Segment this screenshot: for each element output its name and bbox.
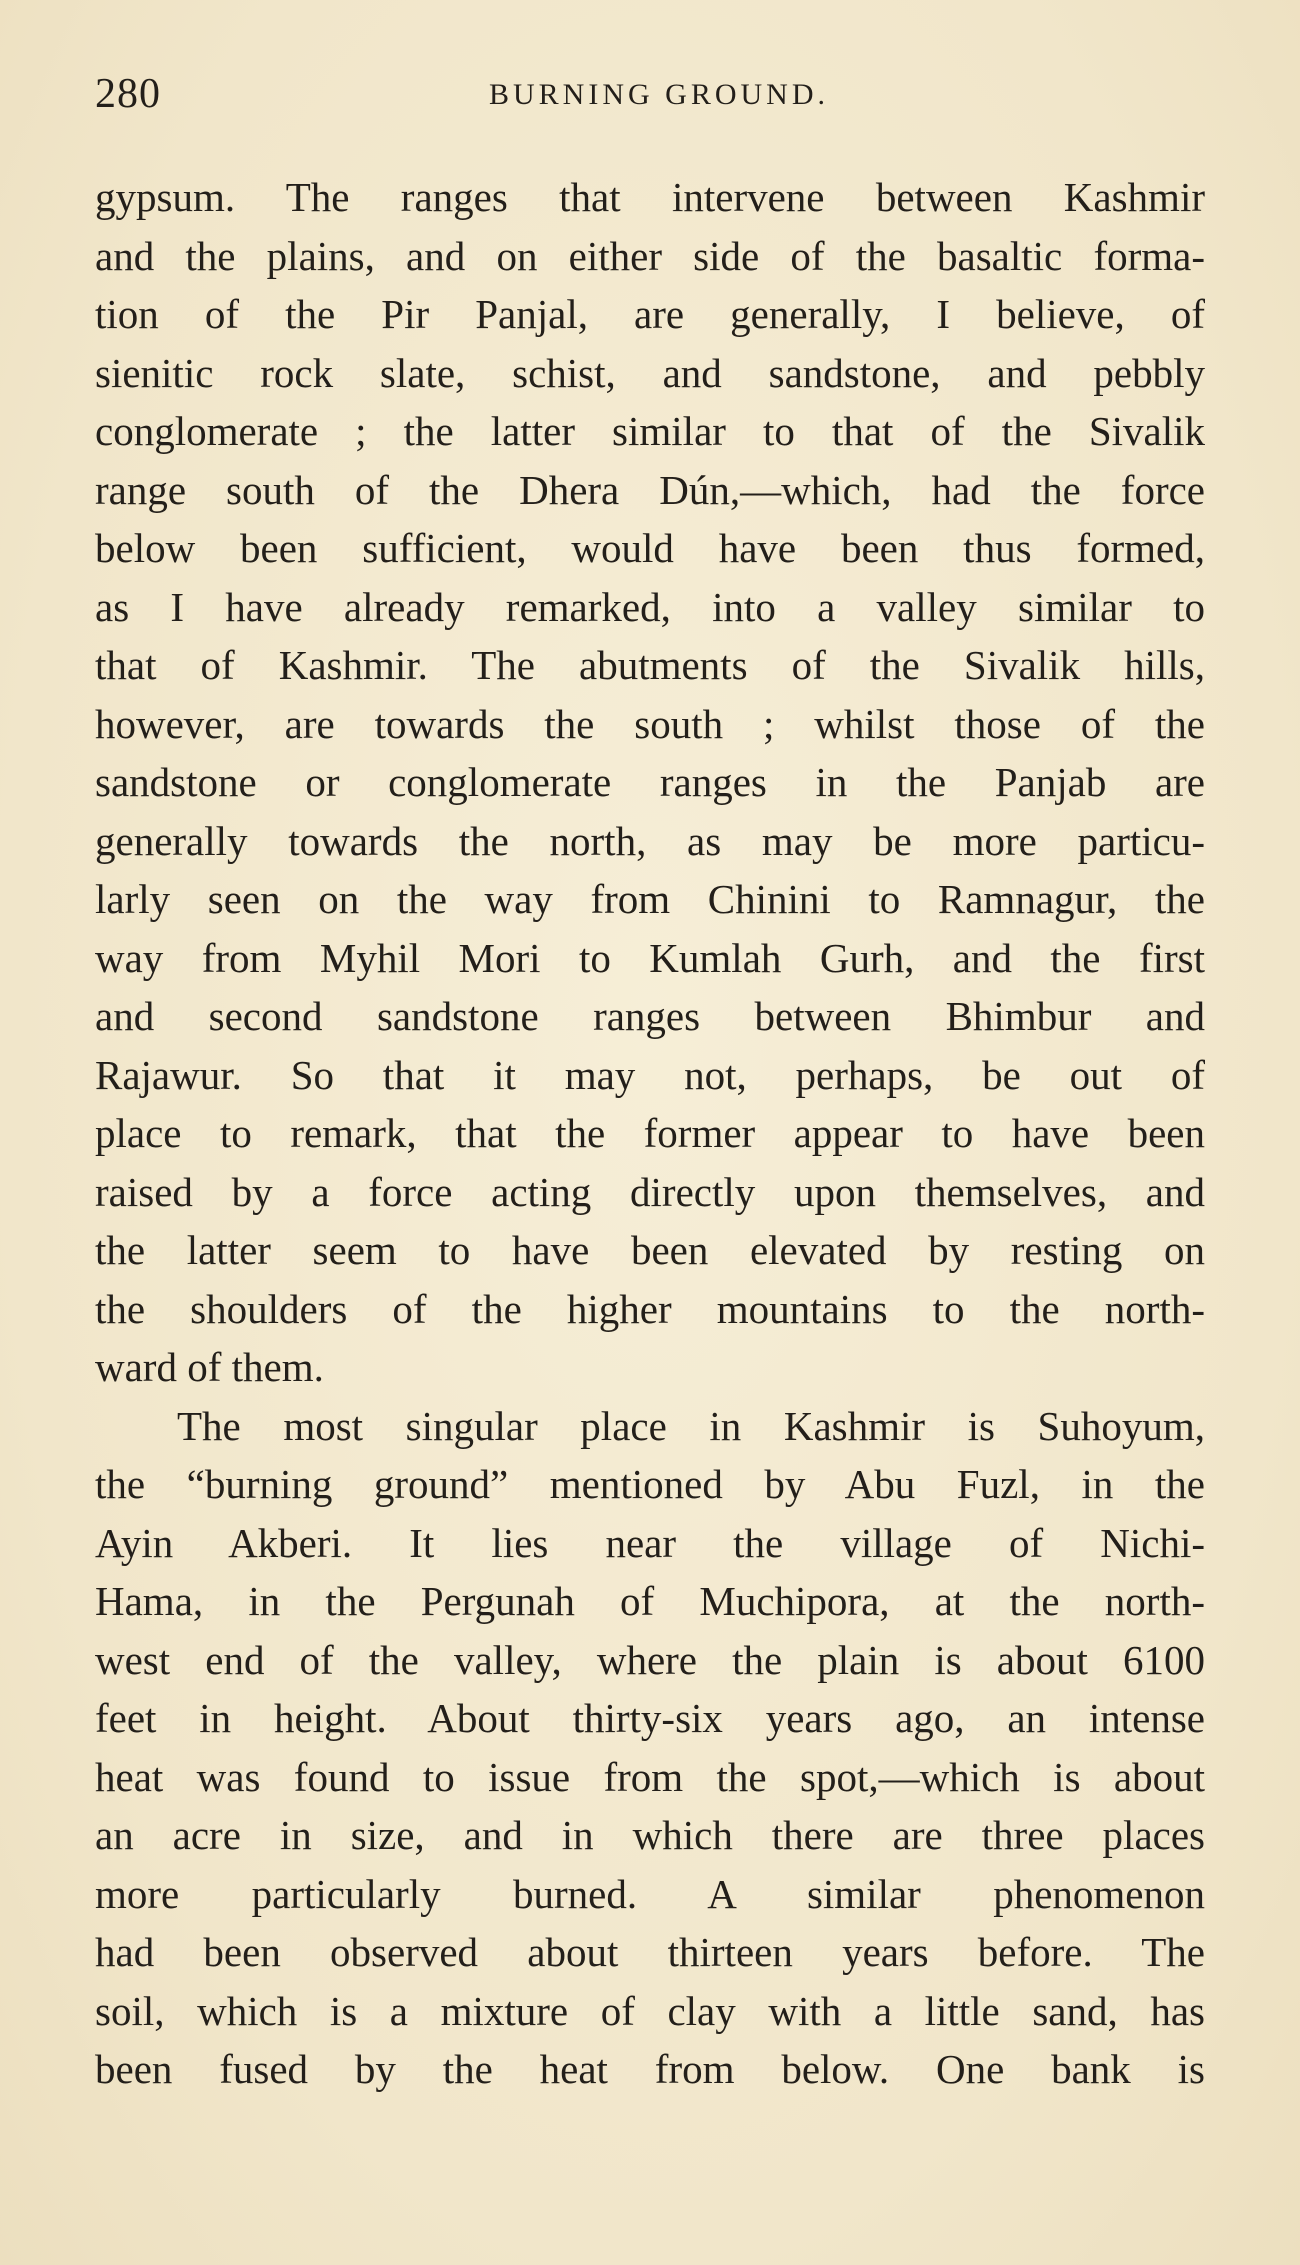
text-line: the latter seem to have been elevated by resting on [95, 1227, 1205, 1273]
text-line: place to remark, that the former appear to have been [95, 1110, 1205, 1156]
text-line: and the plains, and on either side of the basaltic forma- [95, 232, 1205, 279]
text-line: heat was found to issue from the spot,—which is about [95, 1753, 1205, 1800]
text-line: conglomerate ; the latter similar to that of the Sivalik [95, 408, 1205, 454]
text-line: feet in height. About thirty-six years ago, an intense [95, 1695, 1205, 1741]
text-line: tion of the Pir Panjal, are generally, I believe, of [95, 291, 1205, 337]
text-line: Ayin Akberi. It lies near the village of Nichi- [95, 1519, 1205, 1566]
running-head [95, 70, 1205, 130]
running-title: BURNING GROUND. [488, 78, 829, 111]
text-line: as I have already remarked, into a valley similar to [95, 583, 1205, 630]
text-line: larly seen on the way from Chinini to Ramnagur, the [95, 876, 1205, 922]
text-line: that of Kashmir. The abutments of the Sivalik hills, [95, 642, 1205, 688]
text-line: however, are towards the south ; whilst those of the [95, 700, 1205, 747]
text-line: been fused by the heat from below. One bank is [95, 2046, 1205, 2092]
text-line: and second sandstone ranges between Bhimbur and [95, 993, 1205, 1039]
text-line: the shoulders of the higher mountains to the north- [95, 1285, 1205, 1332]
paragraph-start-line: The most singular place in Kashmir is Suhoyum, [177, 1402, 1205, 1449]
text-line: sienitic rock slate, schist, and sandstone, and pebbly [95, 349, 1205, 396]
text-line: an acre in size, and in which there are three places [95, 1812, 1205, 1858]
text-line: gypsum. The ranges that intervene between Kashmir [95, 174, 1205, 220]
body-text [95, 168, 1205, 2099]
text-line: sandstone or conglomerate ranges in the Panjab are [95, 759, 1205, 805]
text-line: way from Myhil Mori to Kumlah Gurh, and the first [95, 934, 1205, 981]
paragraph-end-line: ward of them. [95, 1344, 324, 1390]
text-line: raised by a force acting directly upon themselves, and [95, 1168, 1205, 1215]
text-line: soil, which is a mixture of clay with a little sand, has [95, 1987, 1205, 2034]
text-line: below been sufficient, would have been thus formed, [95, 525, 1205, 571]
page-number: 280 [95, 71, 161, 117]
text-line: the “burning ground” mentioned by Abu Fuzl, in the [95, 1461, 1205, 1507]
text-line: generally towards the north, as may be more particu- [95, 817, 1205, 864]
text-line: Hama, in the Pergunah of Muchipora, at the north- [95, 1578, 1205, 1624]
text-line: west end of the valley, where the plain is about 6100 [95, 1636, 1205, 1683]
text-line: Rajawur. So that it may not, perhaps, be out of [95, 1051, 1205, 1098]
text-line: more particularly burned. A similar phenomenon [95, 1870, 1205, 1917]
text-line: range south of the Dhera Dún,—which, had the force [95, 466, 1205, 513]
text-line: had been observed about thirteen years before. The [95, 1929, 1205, 1975]
